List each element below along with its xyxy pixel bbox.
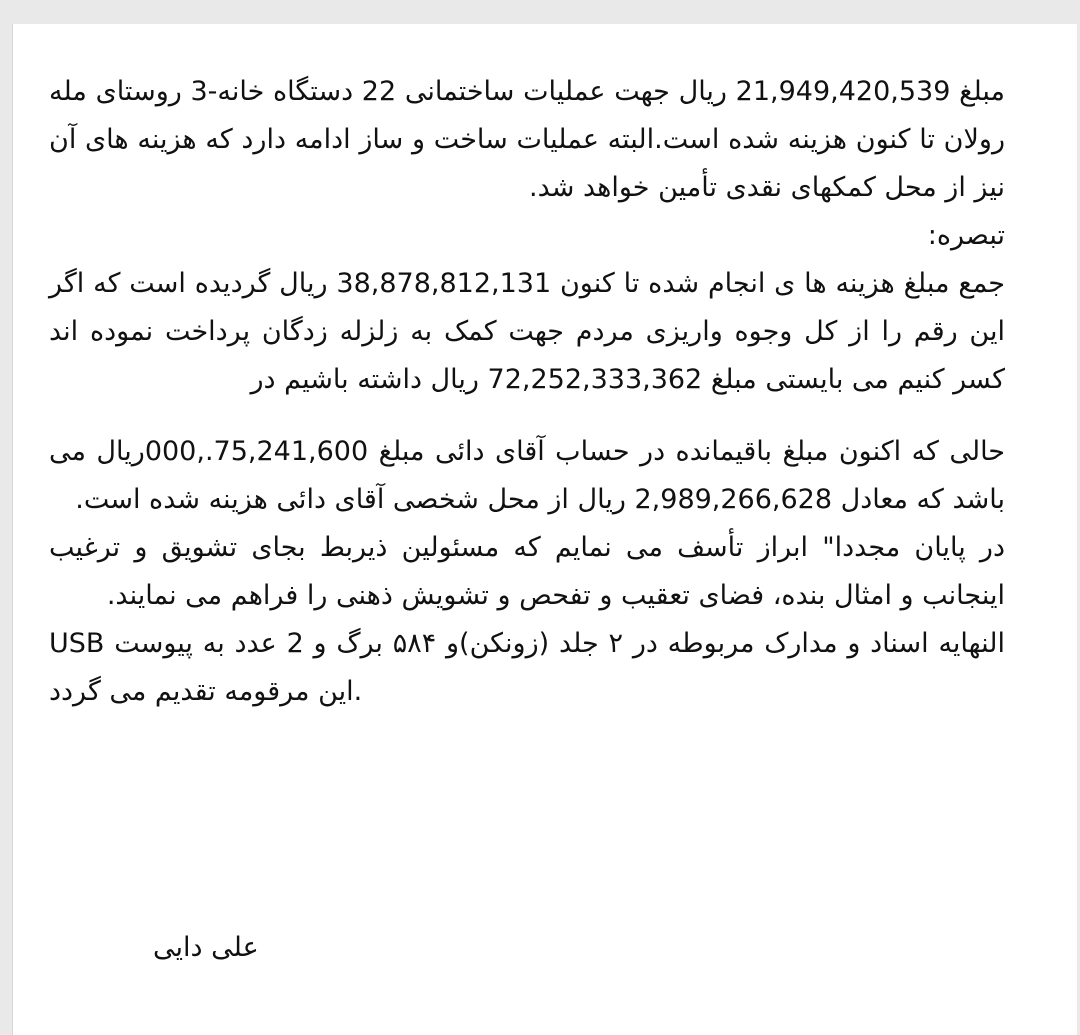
paragraph-regret: در پایان مجددا" ابراز تأسف می نمایم که مسئولین ذیربط بجای تشویق و ترغیب اینجانب و امثال بنده، فضای تعقیب و تفحص و تشویش ذهنی را فراهم می نمایند. [49,532,1005,611]
paragraph-attachments: USB النهایه اسناد و مدارک مربوطه در ۲ جلد (زونکن)و ۵۸۴ برگ و 2 عدد به پیوست این مرقومه تقدیم می گردد. [49,628,1005,707]
letter-body [49,68,1005,716]
paragraph-total-expenses: جمع مبلغ هزینه ها ی انجام شده تا کنون 38,878,812,131 ریال گردیده است که اگر این رقم را از کل وجوه واریزی مردم جهت کمک به زلزله زدگان پرداخت نموده اند کسر کنیم می بایستی مبلغ 72,252,333,362 ریال داشته باشیم در [49,268,1005,395]
paragraph-note-heading: تبصره: [927,220,1005,251]
paragraph-account-balance: حالی که اکنون مبلغ باقیمانده در حساب آقای دائی مبلغ 75,241,600.,000ریال می باشد که معادل 2,989,266,628 ریال از محل شخصی آقای دائی هزینه شده است. [49,436,1005,515]
top-strip [0,0,1080,24]
signature: علی دایی [153,932,259,963]
document-page [12,24,1077,1035]
paragraph-construction-cost: مبلغ 21,949,420,539 ریال جهت عملیات ساختمانی 22 دستگاه خانه-3 روستای مله رولان تا کنون هزینه شده است.البته عملیات ساخت و ساز ادامه دارد که هزینه های آن نیز از محل کمکهای نقدی تأمین خواهد شد. [49,76,1006,203]
